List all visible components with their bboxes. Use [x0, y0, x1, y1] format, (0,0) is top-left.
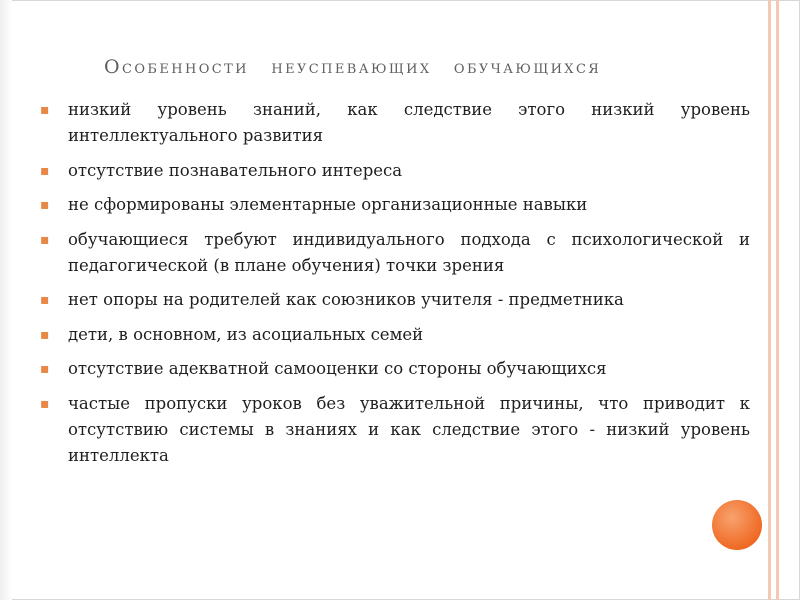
bullet-text: дети, в основном, из асоциальных семей [68, 324, 424, 344]
bullet-text: обучающиеся требуют индивидуального подхода с психологической и педагогической (в плане обучения) точки зрения [68, 229, 750, 275]
bullet-list [40, 97, 750, 477]
bullet-text: отсутствие адекватной самооценки со стороны обучающихся [68, 359, 607, 378]
bullet-item-8 [40, 391, 750, 469]
bullet-marker-icon: ▪ [40, 162, 50, 179]
slide-title: Особенности неуспевающих обучающихся [104, 56, 602, 78]
bullet-marker-icon: ▪ [40, 395, 50, 412]
bullet-text: низкий уровень знаний, как следствие этого низкий уровень интеллектуального развития [68, 100, 750, 145]
bullet-text: частые пропуски уроков без уважительной причины, что приводит к отсутствию системы в знаниях и как следствие этого - низкий уровень интеллекта [68, 393, 750, 465]
bullet-item-6 [40, 322, 750, 348]
bullet-item-2 [40, 158, 750, 184]
bullet-text: отсутствие познавательного интереса [68, 160, 403, 180]
decorative-line-outer [776, 0, 779, 600]
bullet-marker-icon: ▪ [40, 197, 50, 213]
bullet-marker-icon: ▪ [40, 102, 50, 118]
decorative-line-inner [768, 0, 771, 600]
bullet-text: не сформированы элементарные организационные навыки [68, 195, 588, 214]
bullet-item-1 [40, 97, 750, 149]
bullet-item-5 [40, 287, 750, 313]
bullet-marker-icon: ▪ [40, 292, 50, 308]
bullet-item-3 [40, 192, 750, 218]
bullet-marker-icon: ▪ [40, 361, 50, 377]
bullet-marker-icon: ▪ [40, 231, 50, 248]
bullet-text: нет опоры на родителей как союзников учителя - предметника [68, 290, 624, 309]
bullet-item-4 [40, 227, 750, 279]
bullet-marker-icon: ▪ [40, 326, 50, 343]
left-edge-shadow [0, 0, 12, 600]
decorative-circle [712, 500, 762, 550]
bullet-item-7 [40, 356, 750, 382]
